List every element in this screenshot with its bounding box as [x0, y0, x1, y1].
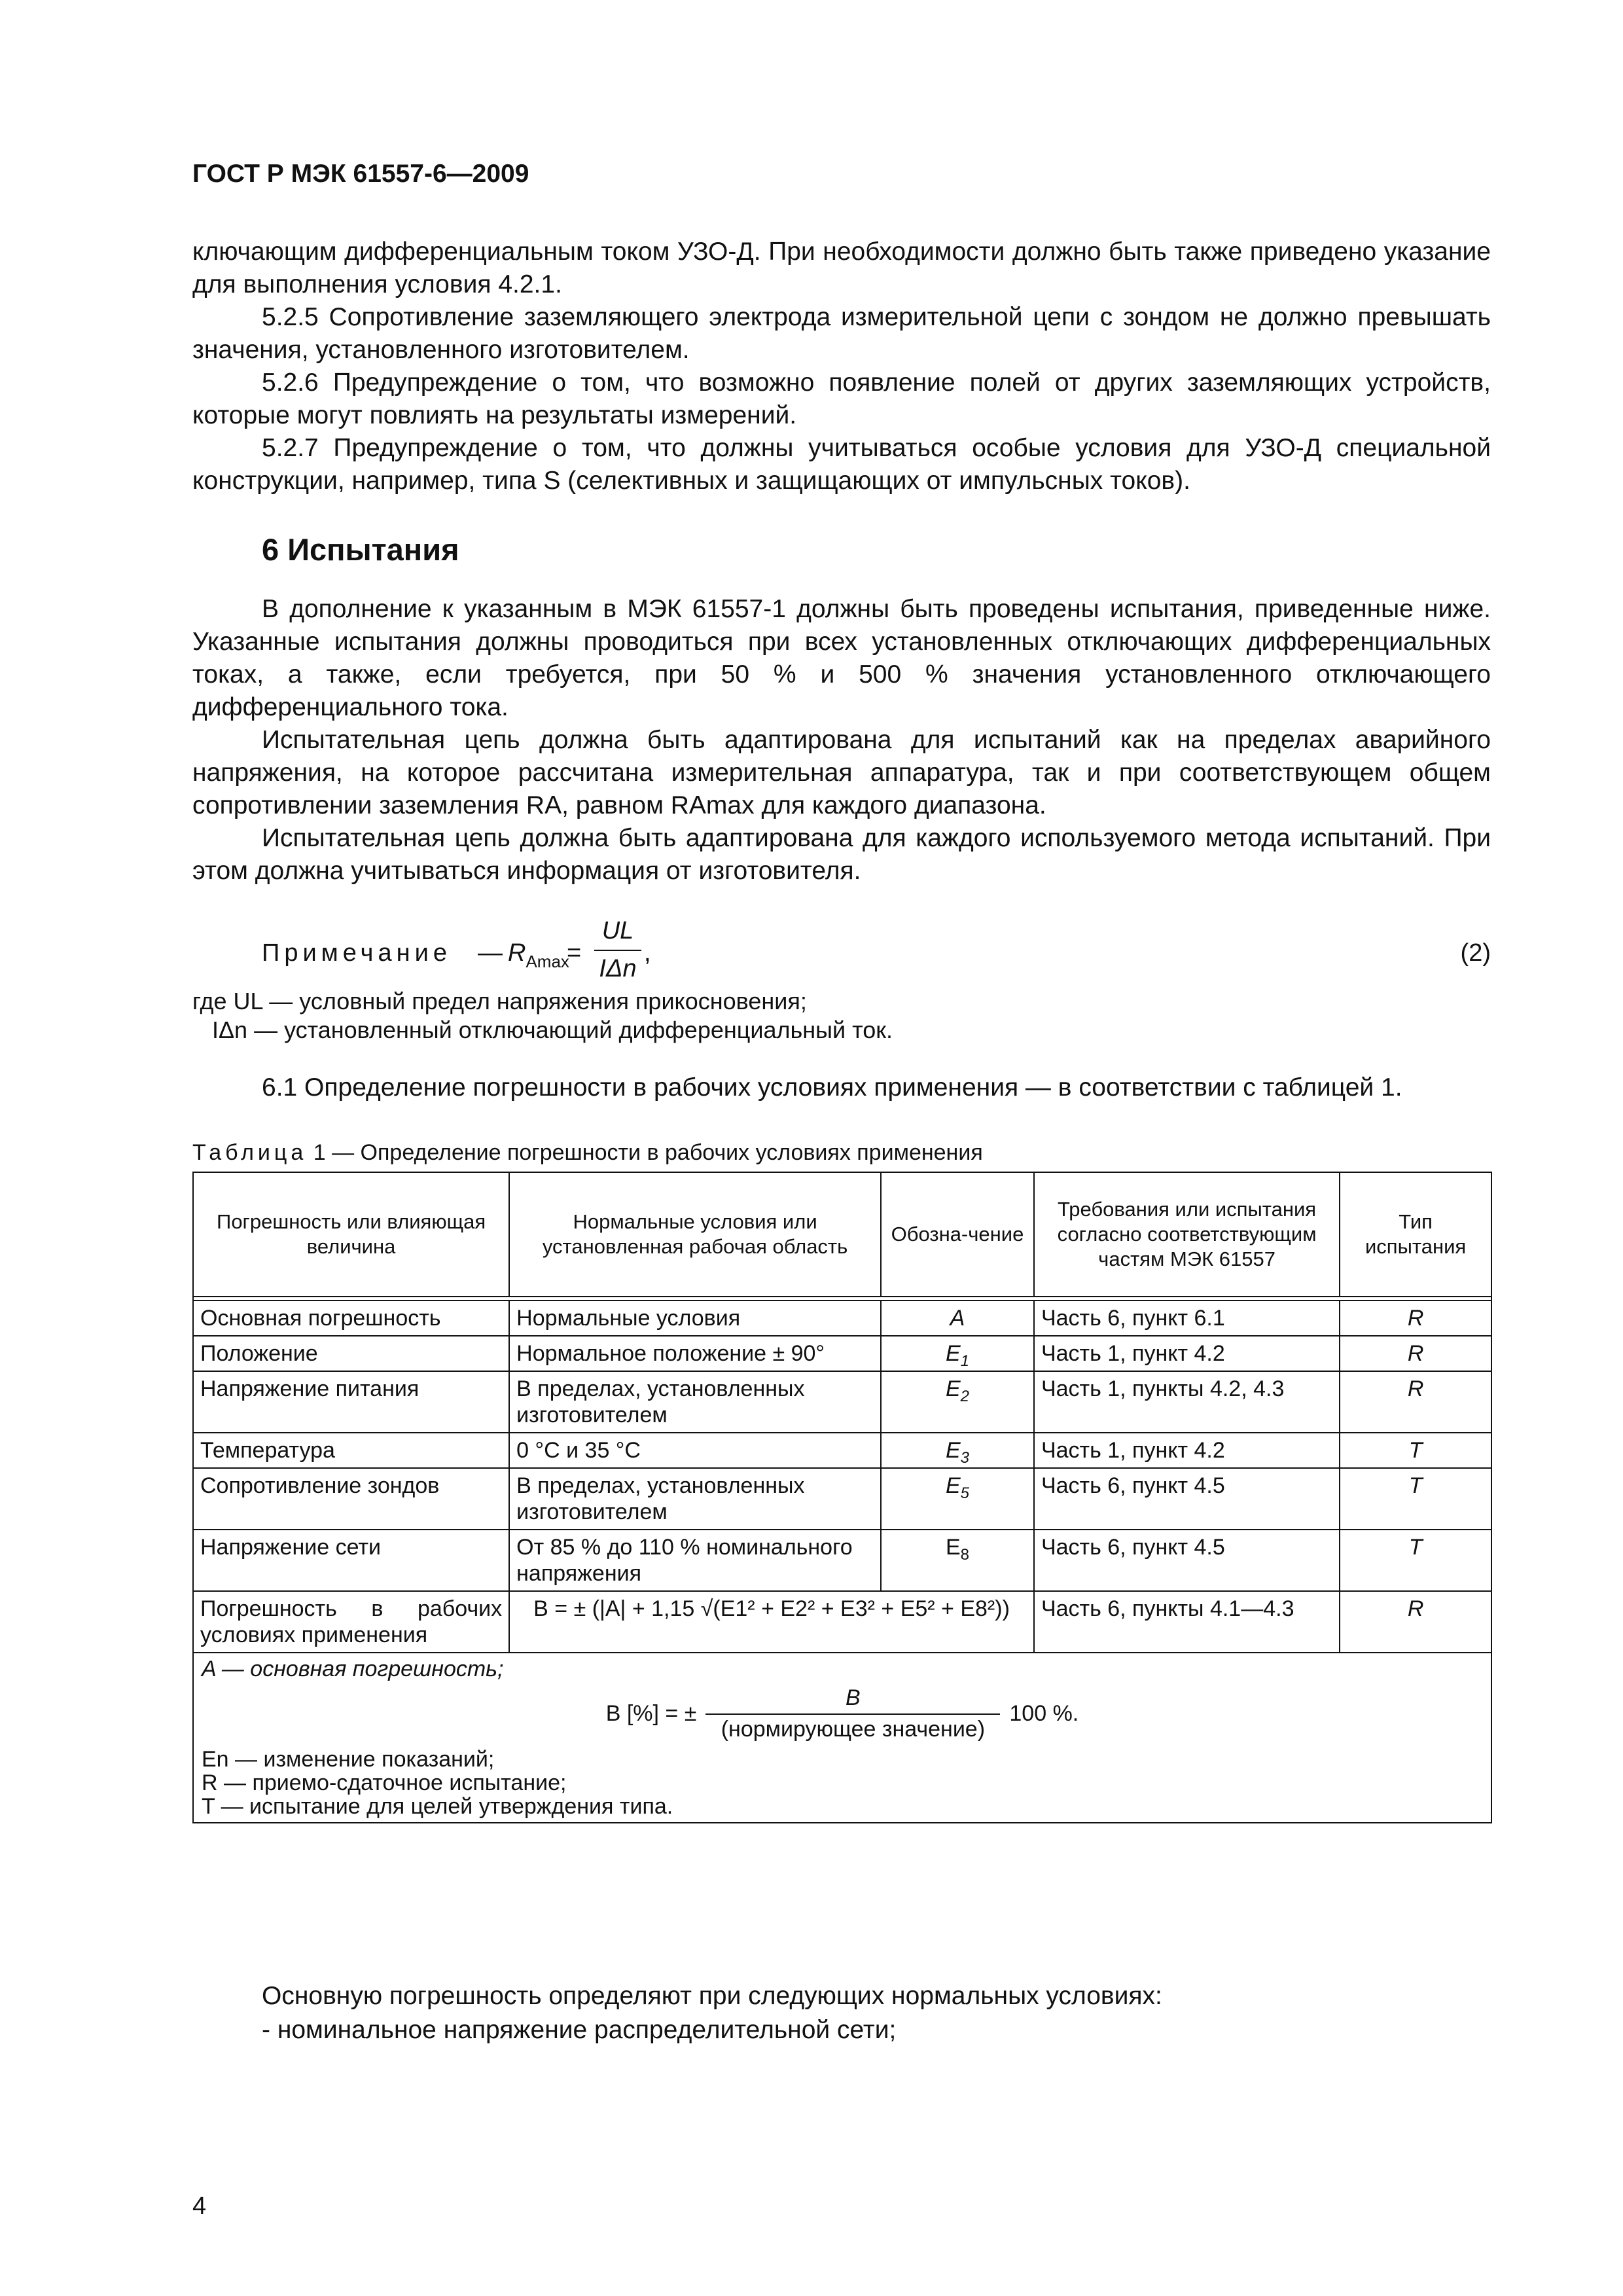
formula-equals: =: [567, 939, 582, 967]
paragraph: 5.2.5 Сопротивление заземляющего электрода измерительной цепи с зондом не должно превышать значения, установленного изготовителем.: [192, 303, 1491, 364]
cell-conditions: Нормальное положение ± 90°: [509, 1336, 881, 1371]
formula-comma: ,: [644, 939, 651, 967]
cell-type: R: [1340, 1591, 1491, 1653]
cell-conditions: 0 °С и 35 °С: [509, 1433, 881, 1468]
table-footnote: [193, 1653, 1491, 1823]
cell-requirement: Часть 6, пункт 4.5: [1034, 1530, 1340, 1591]
section-text: [192, 593, 1491, 888]
where-definitions: [192, 987, 893, 1045]
equation-number: (2): [1460, 939, 1491, 967]
cell-quantity: Сопротивление зондов: [193, 1468, 509, 1530]
intro-text: [192, 236, 1491, 497]
fraction-bar: [594, 950, 641, 951]
cell-type: T: [1340, 1530, 1491, 1591]
note-formula: [262, 917, 1491, 992]
cell-requirement: Часть 1, пункт 4.2: [1034, 1433, 1340, 1468]
cell-quantity: Основная погрешность: [193, 1300, 509, 1336]
formula-denominator: IΔn: [599, 955, 637, 982]
table-row: [193, 1336, 1491, 1371]
closing-text: [262, 1979, 1162, 2047]
table-row-total-error: [193, 1591, 1491, 1653]
header-cell: Тип испытания: [1340, 1172, 1491, 1297]
note-label: Примечание: [262, 939, 452, 967]
subsection-6-1: 6.1 Определение погрешности в рабочих условиях применения — в соответствии с таблицей 1.: [262, 1073, 1402, 1102]
paragraph: ключающим дифференциальным током УЗО-Д. При необходимости должно быть также приведено указание для выполнения условия 4.2.1.: [192, 238, 1491, 298]
cell-requirement: Часть 6, пункты 4.1—4.3: [1034, 1591, 1340, 1653]
cell-quantity: Напряжение сети: [193, 1530, 509, 1591]
paragraph: В дополнение к указанным в МЭК 61557-1 должны быть проведены испытания, приведенные ниже. Указанные испытания должны проводиться при всех установленных отключающих дифференциальных токах, а также, если требуется, при 50 % и 500 % значения установленного отключающего дифференциального тока.: [192, 595, 1491, 721]
cell-symbol: $E_2$: [881, 1371, 1034, 1433]
cell-symbol: $E_3$: [881, 1433, 1034, 1468]
cell-conditions: Нормальные условия: [509, 1300, 881, 1336]
cell-symbol: $E_5$: [881, 1468, 1034, 1530]
cell-symbol: $E_1$: [881, 1336, 1034, 1371]
cell-conditions: В пределах, установленных изготовителем: [509, 1468, 881, 1530]
cell-requirement: Часть 1, пункты 4.2, 4.3: [1034, 1371, 1340, 1433]
where-line: где UL — условный предел напряжения прикосновения;: [192, 988, 807, 1014]
cell-conditions: От 85 % до 110 % номинального напряжения: [509, 1530, 881, 1591]
footnote-a: A — основная погрешность;: [202, 1657, 504, 1681]
accuracy-table: [192, 1172, 1492, 1823]
list-item: - номинальное напряжение распределительной сети;: [262, 2016, 897, 2044]
cell-type: T: [1340, 1433, 1491, 1468]
table-row: [193, 1300, 1491, 1336]
table-caption: Таблица 1 — Определение погрешности в рабочих условиях применения: [192, 1140, 983, 1165]
header-cell: Погрешность или влияющая величина: [193, 1172, 509, 1297]
cell-type: R: [1340, 1336, 1491, 1371]
b-fraction: [705, 1686, 1000, 1741]
paragraph: Испытательная цепь должна быть адаптирована для каждого используемого метода испытаний. При этом должна учитываться информация от изготовителя.: [192, 824, 1491, 885]
b-numerator: B: [705, 1686, 1000, 1715]
formula-numerator: UL: [601, 917, 634, 944]
paragraph: 5.2.7 Предупреждение о том, что должны учитываться особые условия для УЗО-Д специальной конструкции, например, типа S (селективных и защищающих от импульсных токов).: [192, 434, 1491, 495]
cell-symbol: A: [881, 1300, 1034, 1336]
b-denominator: (нормирующее значение): [721, 1717, 986, 1742]
paragraph: Основную погрешность определяют при следующих нормальных условиях:: [262, 1982, 1162, 2010]
table-row: [193, 1530, 1491, 1591]
cell-type: T: [1340, 1468, 1491, 1530]
section-title: 6 Испытания: [262, 532, 459, 567]
cell-formula: B = ± (|A| + 1,15 √(E1² + E2² + E3² + E5² + E8²)): [509, 1591, 1034, 1653]
b-lhs: B [%] = ±: [605, 1701, 697, 1726]
footnote-b-formula: [202, 1686, 1483, 1741]
header-cell: Требования или испытания согласно соответствующим частям МЭК 61557: [1034, 1172, 1340, 1297]
document-header: ГОСТ Р МЭК 61557-6—2009: [192, 160, 529, 188]
paragraph: 5.2.6 Предупреждение о том, что возможно появление полей от других заземляющих устройств, которые могут повлиять на результаты измерений.: [192, 368, 1491, 429]
cell-quantity: Погрешность в рабочих условиях применения: [193, 1591, 509, 1653]
footnote-en: En — изменение показаний;: [202, 1747, 495, 1772]
footnote-t: T — испытание для целей утверждения типа.: [202, 1794, 673, 1819]
cell-requirement: Часть 1, пункт 4.2: [1034, 1336, 1340, 1371]
formula-lhs: $R_{Amax}$: [508, 939, 569, 971]
cell-type: R: [1340, 1371, 1491, 1433]
cell-quantity: Напряжение питания: [193, 1371, 509, 1433]
header-cell: Нормальные условия или установленная рабочая область: [509, 1172, 881, 1297]
cell-quantity: Положение: [193, 1336, 509, 1371]
table-header-row: [193, 1172, 1491, 1297]
table-footnote-row: [193, 1653, 1491, 1823]
cell-conditions: В пределах, установленных изготовителем: [509, 1371, 881, 1433]
where-line: IΔn — установленный отключающий дифференциальный ток.: [212, 1016, 893, 1043]
cell-requirement: Часть 6, пункт 4.5: [1034, 1468, 1340, 1530]
header-cell: Обозна-чение: [881, 1172, 1034, 1297]
cell-symbol: $E_8$: [881, 1530, 1034, 1591]
page-number: 4: [192, 2193, 207, 2220]
paragraph: Испытательная цепь должна быть адаптирована для испытаний как на пределах аварийного напряжения, на которое рассчитана измерительная аппаратура, так и при соответствующем общем сопротивлении заземления RA, равном RAmax для каждого диапазона.: [192, 726, 1491, 819]
table-row: [193, 1468, 1491, 1530]
table-row: [193, 1433, 1491, 1468]
footnote-r: R — приемо-сдаточное испытание;: [202, 1770, 567, 1795]
cell-quantity: Температура: [193, 1433, 509, 1468]
table-row: [193, 1371, 1491, 1433]
cell-type: R: [1340, 1300, 1491, 1336]
note-dash: —: [478, 939, 503, 967]
cell-requirement: Часть 6, пункт 6.1: [1034, 1300, 1340, 1336]
b-rhs: 100 %.: [1009, 1701, 1079, 1726]
